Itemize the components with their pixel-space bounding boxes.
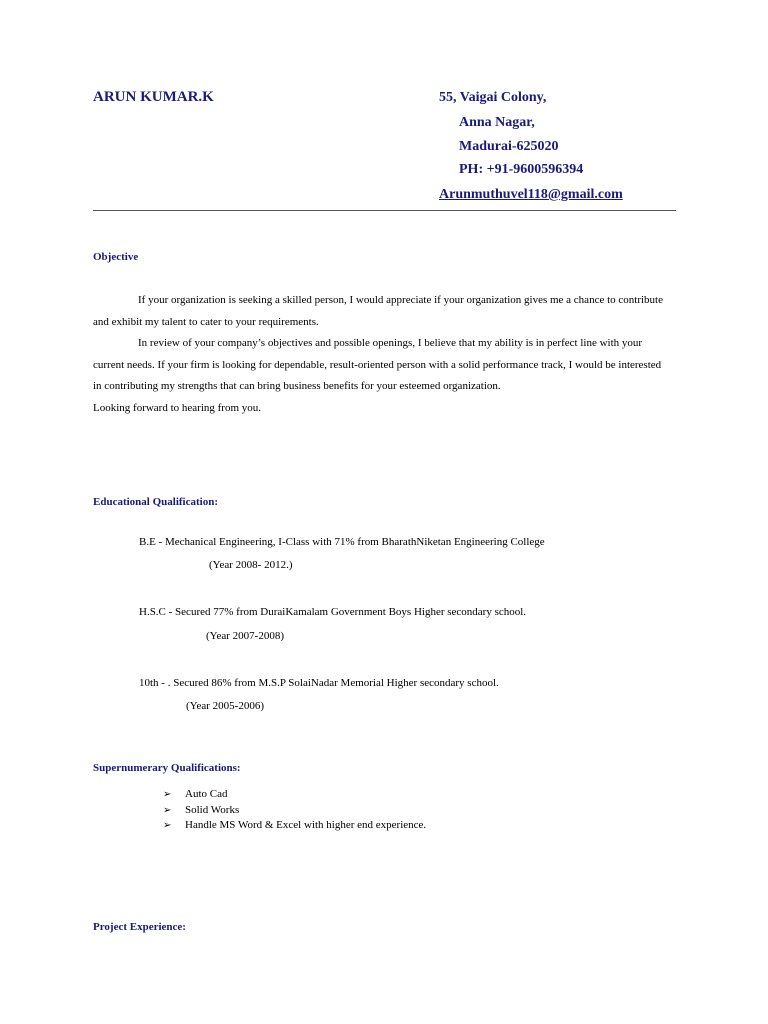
education-10th-year: (Year 2005-2006) [186, 700, 265, 712]
email-link[interactable]: Arunmuthuvel118@gmail.com [439, 187, 623, 202]
objective-body [93, 290, 663, 419]
objective-paragraph-1: If your organization is seeking a skilled person, I would appreciate if your organization gives me a chance to contribute and exhibit my talent to cater to your requirements. [93, 294, 663, 328]
supernumerary-list [163, 787, 426, 834]
phone-number: PH: +91-9600596394 [459, 162, 584, 177]
list-item: ➢ Solid Works [163, 803, 426, 819]
objective-heading: Objective [93, 251, 139, 263]
education-be: B.E - Mechanical Engineering, I-Class with 71% from BharathNiketan Engineering College [139, 536, 545, 548]
address-line-1: 55, Vaigai Colony, [439, 90, 547, 105]
education-heading: Educational Qualification: [93, 496, 218, 508]
candidate-name: ARUN KUMAR.K [93, 89, 214, 105]
education-hsc: H.S.C - Secured 77% from DuraiKamalam Government Boys Higher secondary school. [139, 606, 527, 618]
address-line-2: Anna Nagar, [459, 115, 535, 130]
address-line-3: Madurai-625020 [459, 139, 559, 154]
project-heading: Project Experience: [93, 921, 186, 933]
arrowhead-bullet-icon: ➢ [163, 789, 172, 800]
education-be-year: (Year 2008- 2012.) [209, 559, 293, 571]
education-10th: 10th - . Secured 86% from M.S.P SolaiNadar Memorial Higher secondary school. [139, 677, 499, 689]
arrowhead-bullet-icon: ➢ [163, 820, 172, 831]
arrowhead-bullet-icon: ➢ [163, 804, 172, 816]
education-hsc-year: (Year 2007-2008) [206, 630, 285, 642]
header-divider [93, 210, 676, 211]
objective-paragraph-2: In review of your company’s objectives and possible openings, I believe that my ability is in perfect line with your current needs. If your firm is looking for dependable, result-oriented person with a solid performance track, I would be interested in contributing my strengths that can bring business benefits for your esteemed organization. [93, 337, 662, 392]
objective-paragraph-3: Looking forward to hearing from you. [93, 401, 262, 414]
supernumerary-heading: Supernumerary Qualifications: [93, 762, 241, 774]
list-item: ➢ Handle MS Word & Excel with higher end experience. [163, 818, 426, 834]
list-item: ➢ Auto Cad [163, 787, 426, 803]
